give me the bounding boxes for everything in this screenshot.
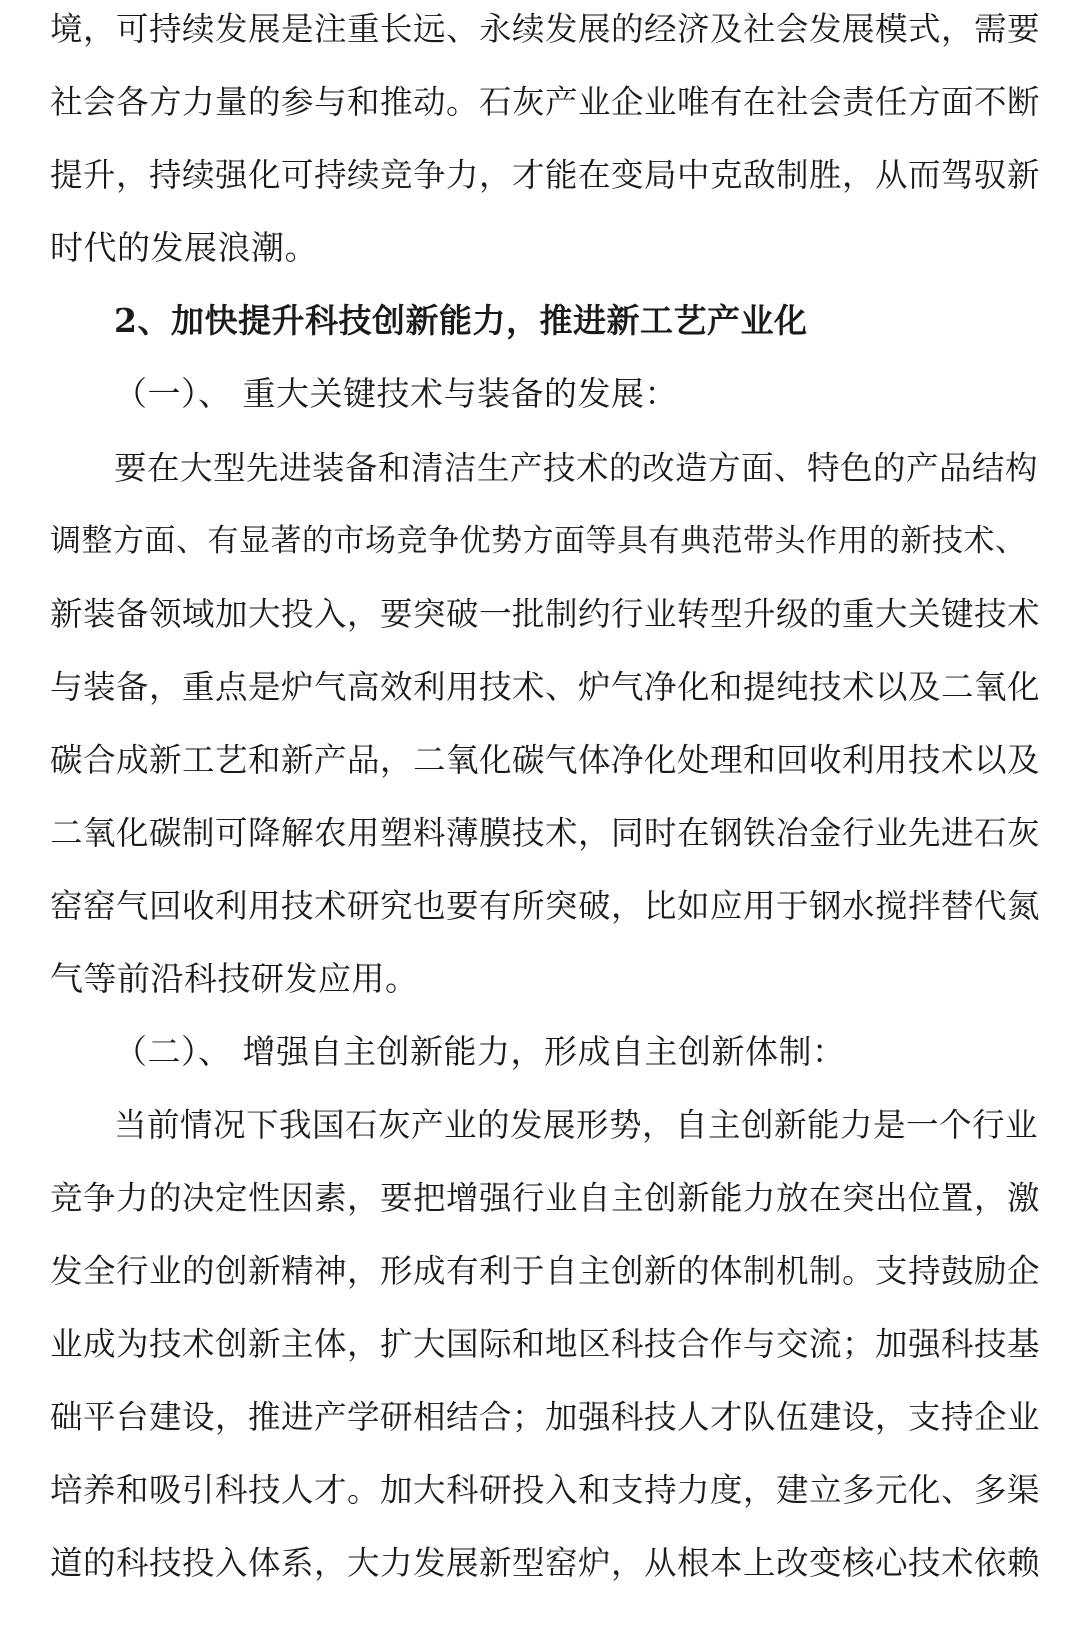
paragraph-line: 社会各方力量的参与和推动。石灰产业企业唯有在社会责任方面不断 [50, 83, 1041, 121]
paragraph-line: 培养和吸引科技人才。加大科研投入和支持力度，建立多元化、多渠 [50, 1471, 1041, 1509]
paragraph-line: 当前情况下我国石灰产业的发展形势，自主创新能力是一个行业 [114, 1106, 1039, 1144]
paragraph-line: 要在大型先进装备和清洁生产技术的改造方面、特色的产品结构 [114, 449, 1039, 487]
subsection-heading-1: （一）、 重大关键技术与装备的发展： [114, 374, 678, 413]
paragraph-line: 气等前沿科技研发应用。 [50, 959, 419, 998]
paragraph-line: 础平台建设，推进产学研相结合；加强科技人才队伍建设，支持企业 [50, 1398, 1041, 1436]
paragraph-line: 二氧化碳制可降解农用塑料薄膜技术，同时在钢铁冶金行业先进石灰 [50, 814, 1041, 852]
paragraph-line: 发全行业的创新精神，形成有利于自主创新的体制机制。支持鼓励企 [50, 1252, 1041, 1290]
paragraph-line: 提升，持续强化可持续竞争力，才能在变局中克敌制胜，从而驾驭新 [50, 156, 1041, 194]
paragraph-line: 竞争力的决定性因素，要把增强行业自主创新能力放在突出位置，激 [50, 1179, 1041, 1217]
paragraph-line: 调整方面、有显著的市场竞争优势方面等具有典范带头作用的新技术、 [50, 523, 1027, 559]
paragraph-line: 新装备领域加大投入，要突破一批制约行业转型升级的重大关键技术 [50, 595, 1041, 633]
paragraph-line: 窑窑气回收利用技术研究也要有所突破，比如应用于钢水搅拌替代氮 [50, 887, 1041, 925]
paragraph-line: 与装备，重点是炉气高效利用技术、炉气净化和提纯技术以及二氧化 [50, 668, 1041, 706]
section-heading: 2、加快提升科技创新能力，推进新工艺产业化 [114, 301, 808, 340]
paragraph-line: 碳合成新工艺和新产品，二氧化碳气体净化处理和回收利用技术以及 [50, 741, 1041, 779]
paragraph-line: 业成为技术创新主体，扩大国际和地区科技合作与交流；加强科技基 [50, 1325, 1041, 1363]
paragraph-line: 道的科技投入体系，大力发展新型窑炉，从根本上改变核心技术依赖 [50, 1544, 1041, 1582]
paragraph-line: 时代的发展浪潮。 [50, 228, 318, 267]
subsection-heading-2: （二）、 增强自主创新能力，形成自主创新体制： [114, 1032, 846, 1071]
paragraph-line: 境，可持续发展是注重长远、永续发展的经济及社会发展模式，需要 [50, 10, 1041, 48]
